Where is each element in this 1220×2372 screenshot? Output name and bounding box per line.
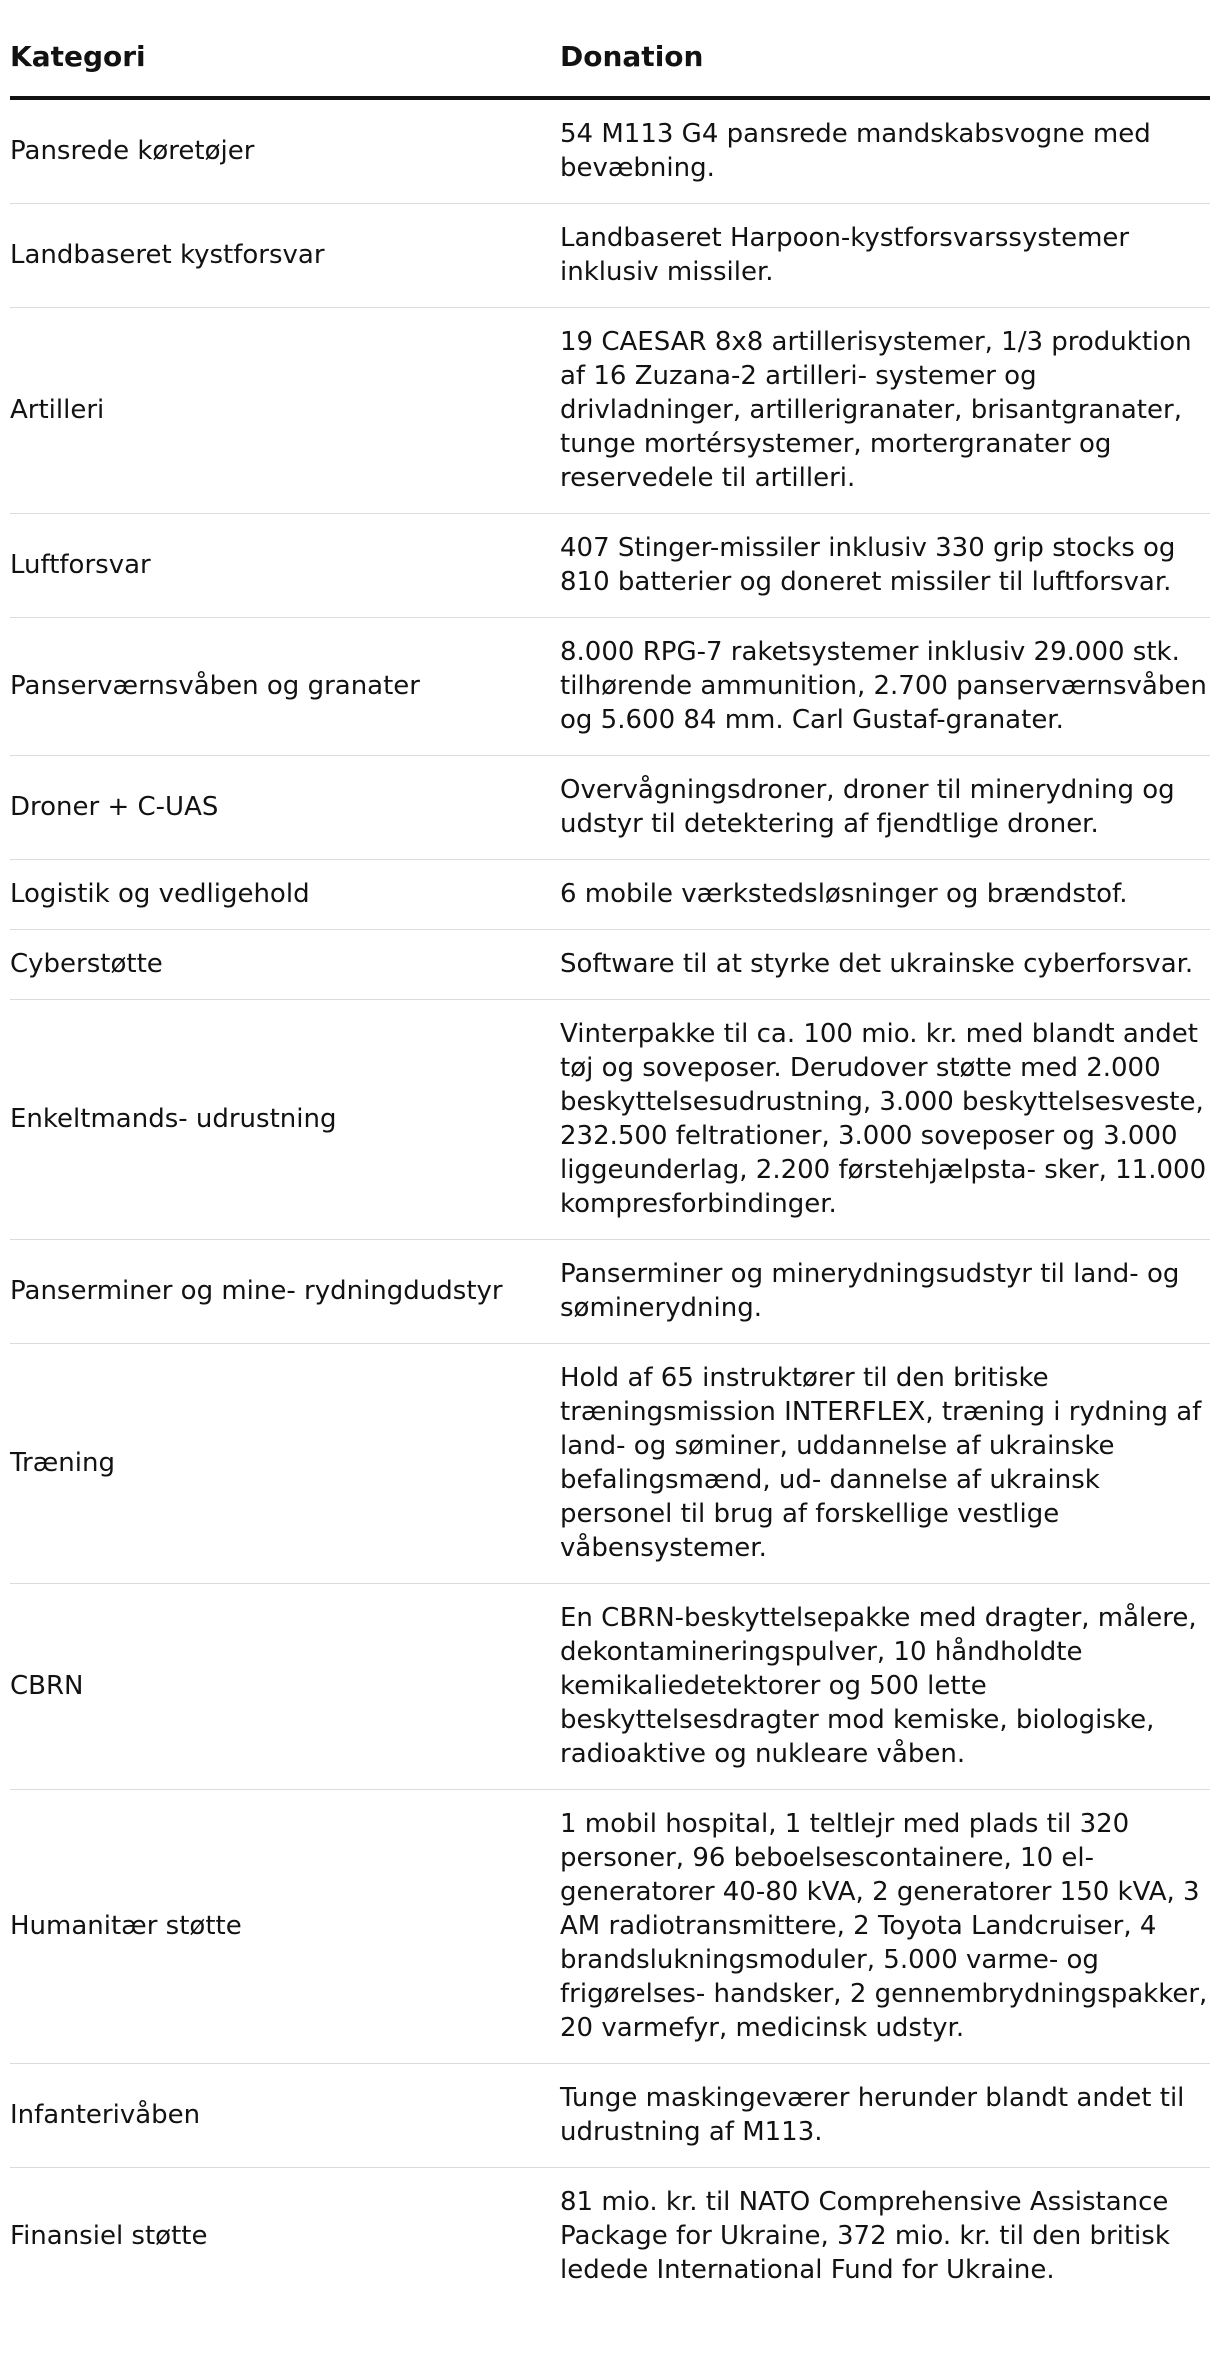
row-category: Enkeltmands- udrustning	[10, 1000, 560, 1240]
table-row	[10, 1240, 1210, 1344]
table-row	[10, 2064, 1210, 2168]
row-donation: 8.000 RPG-7 raketsystemer inklusiv 29.000 stk. tilhørende ammunition, 2.700 panserværnsvåben og 5.600 84 mm. Carl Gustaf-granater.	[560, 618, 1210, 756]
table-row	[10, 98, 1210, 204]
header-donation: Donation	[560, 20, 1210, 98]
row-donation: 81 mio. kr. til NATO Comprehensive Assistance Package for Ukraine, 372 mio. kr. til den britisk ledede International Fund for Ukraine.	[560, 2187, 1170, 2285]
table-row	[10, 1584, 1210, 1790]
header-row	[10, 20, 1210, 98]
row-donation: 19 CAESAR 8x8 artillerisystemer, 1/3 produktion af 16 Zuzana-2 artilleri- systemer og drivladninger, artillerigranater, brisantgranater, tunge mortérsystemer, mortergranater og reservedele til artilleri.	[560, 308, 1210, 514]
row-donation: 407 Stinger-missiler inklusiv 330 grip stocks og 810 batterier og doneret missiler til luftforsvar.	[560, 514, 1210, 618]
row-category: Cyberstøtte	[10, 930, 560, 1000]
table-row	[10, 204, 1210, 308]
header-category: Kategori	[10, 20, 560, 98]
row-donation: Landbaseret Harpoon-kystforsvarssystemer inklusiv missiler.	[560, 204, 1210, 308]
row-category: Luftforsvar	[10, 514, 560, 618]
table-row	[10, 308, 1210, 514]
row-category: Panserminer og mine- rydningdudstyr	[10, 1240, 560, 1344]
row-category: Pansrede køretøjer	[10, 98, 560, 204]
row-donation: Overvågningsdroner, droner til minerydning og udstyr til detektering af fjendtlige droner.	[560, 756, 1210, 860]
table-header	[10, 20, 1210, 98]
row-donation: Hold af 65 instruktører til den britiske træningsmission INTERFLEX, træning i rydning af land- og søminer, uddannelse af ukrainske befalingsmænd, ud- dannelse af ukrainsk personel til brug af forskellige vestlige våbensystemer.	[560, 1344, 1210, 1584]
row-category: Træning	[10, 1344, 560, 1584]
row-category: Humanitær støtte	[10, 1790, 560, 2064]
row-category: Infanterivåben	[10, 2064, 560, 2168]
table-row	[10, 514, 1210, 618]
row-category: Logistik og vedligehold	[10, 860, 560, 930]
row-donation: Panserminer og minerydningsudstyr til land- og søminerydning.	[560, 1240, 1210, 1344]
row-donation: 54 M113 G4 pansrede mandskabsvogne med bevæbning.	[560, 98, 1210, 204]
table-row	[10, 756, 1210, 860]
donations-table	[10, 20, 1210, 2305]
table-row	[10, 1000, 1210, 1240]
row-category: Landbaseret kystforsvar	[10, 204, 560, 308]
table-row	[10, 930, 1210, 1000]
row-category: Panserværnsvåben og granater	[10, 618, 560, 756]
table-body	[10, 98, 1210, 2305]
row-category: Finansiel støtte	[10, 2221, 208, 2251]
table-row	[10, 860, 1210, 930]
table-row	[10, 2168, 1210, 2306]
row-donation: 6 mobile værkstedsløsninger og brændstof.	[560, 860, 1210, 930]
row-category: Droner + C-UAS	[10, 756, 560, 860]
row-donation: En CBRN-beskyttelsepakke med dragter, målere, dekontamineringspulver, 10 håndholdte kemikaliedetektorer og 500 lette beskyttelsesdragter mod kemiske, biologiske, radioaktive og nukleare våben.	[560, 1584, 1210, 1790]
row-donation: 1 mobil hospital, 1 teltlejr med plads til 320 personer, 96 beboelsescontainere, 10 el- generatorer 40-80 kVA, 2 generatorer 150 kVA, 3 AM radiotransmittere, 2 Toyota Landcruiser, 4 brandslukningsmoduler, 5.000 varme- og frigørelses- handsker, 2 gennembrydningspakker, 20 varmefyr, medicinsk udstyr.	[560, 1790, 1210, 2064]
table-row	[10, 1790, 1210, 2064]
row-category: Artilleri	[10, 308, 560, 514]
row-category: CBRN	[10, 1584, 560, 1790]
table-row	[10, 1344, 1210, 1584]
row-donation: Software til at styrke det ukrainske cyberforsvar.	[560, 930, 1210, 1000]
row-donation: Tunge maskingeværer herunder blandt andet til udrustning af M113.	[560, 2064, 1210, 2168]
table-row	[10, 618, 1210, 756]
row-donation: Vinterpakke til ca. 100 mio. kr. med blandt andet tøj og soveposer. Derudover støtte med 2.000 beskyttelsesudrustning, 3.000 beskyttelsesveste, 232.500 feltrationer, 3.000 soveposer og 3.000 liggeunderlag, 2.200 førstehjælpsta- sker, 11.000 kompresforbindinger.	[560, 1000, 1210, 1240]
